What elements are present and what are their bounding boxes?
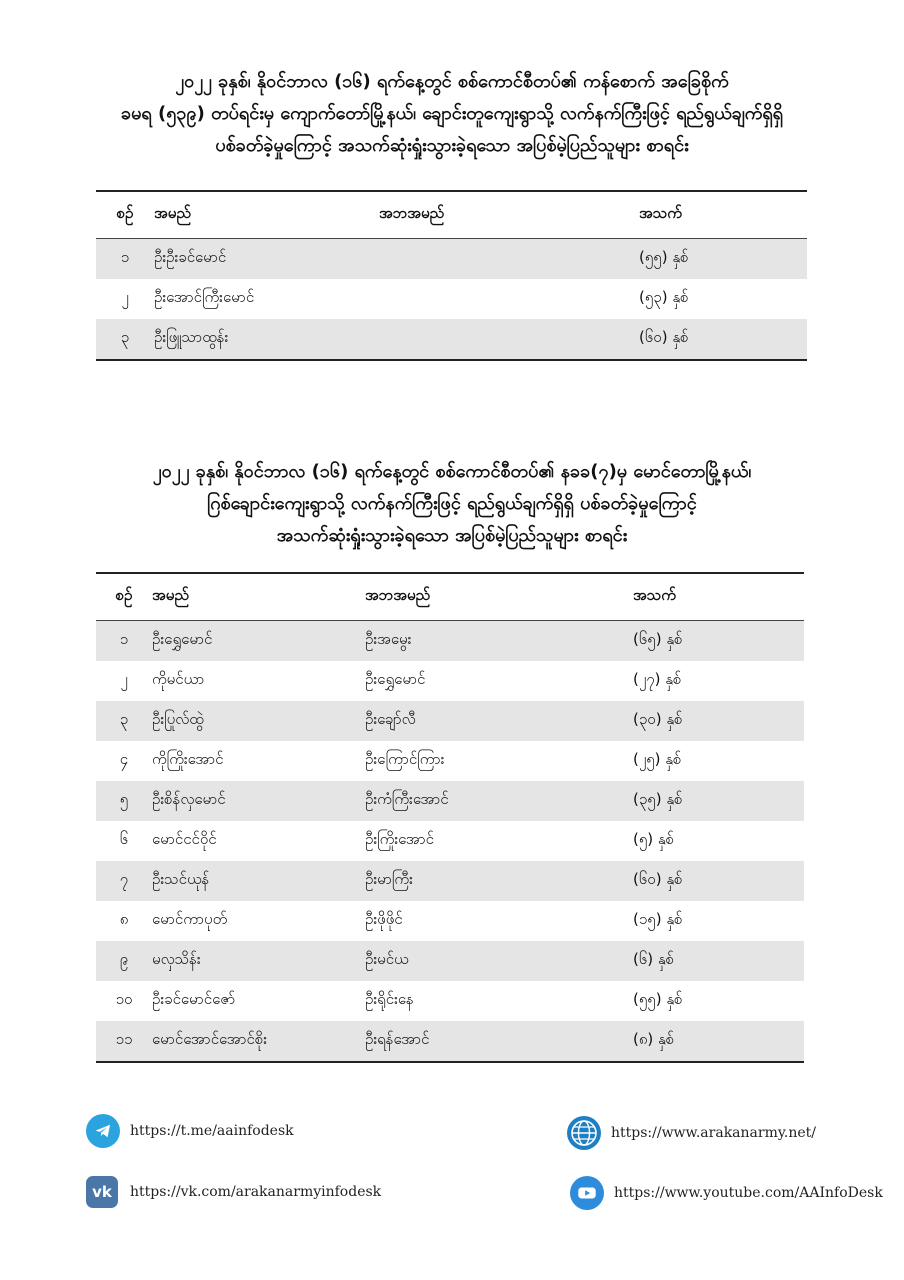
cell-father: ဦးရန်အောင်: [365, 1030, 430, 1048]
table-row: [96, 821, 804, 861]
globe-icon: [567, 1116, 601, 1150]
cell-name: မောင်အောင်အောင်စိုး: [152, 1030, 268, 1048]
header-father: အဘအမည်: [365, 586, 431, 604]
cell-father: [379, 279, 639, 319]
cell-no: ၁: [119, 630, 129, 648]
header-name: အမည်: [152, 586, 189, 604]
cell-no: ၂: [121, 288, 129, 306]
table-row: [96, 1021, 804, 1062]
cell-father: ဦးကြိုးအောင်: [365, 830, 434, 848]
cell-no: ၁၀: [115, 990, 133, 1008]
table-row: [96, 701, 804, 741]
cell-name: ဦးရွှေမောင်: [152, 630, 213, 648]
table-row: [96, 901, 804, 941]
casualty-table-2: [96, 572, 804, 1063]
youtube-url[interactable]: https://www.youtube.com/AAInfoDesk: [614, 1185, 883, 1201]
cell-no: ၉: [119, 950, 129, 968]
cell-age: (၅၅) နှစ်: [639, 248, 689, 266]
cell-name: ဦးပြုလ်ထွဲ: [152, 710, 204, 728]
cell-no: ၄: [119, 750, 129, 768]
header-age: အသက်: [639, 204, 682, 222]
cell-father: ဦးရိုင်းနေ: [365, 990, 414, 1008]
cell-name: ဦးအောင်ကြီးမောင်: [154, 288, 255, 306]
cell-name: ကိုကြိုးအောင်: [152, 750, 224, 768]
cell-no: ၃: [120, 328, 130, 346]
cell-age: (၁၅) နှစ်: [633, 910, 683, 928]
table-row: [96, 319, 807, 360]
cell-age: (၆၀) နှစ်: [639, 328, 689, 346]
cell-no: ၂: [120, 670, 128, 688]
cell-no: ၈: [119, 910, 129, 928]
telegram-url[interactable]: https://t.me/aainfodesk: [130, 1123, 294, 1139]
table-header-row: [96, 191, 807, 239]
table-row: [96, 941, 804, 981]
cell-no: ၃: [119, 710, 129, 728]
cell-age: (၃၅) နှစ်: [633, 790, 683, 808]
cell-no: ၁: [120, 248, 130, 266]
cell-age: (၂၅) နှစ်: [633, 750, 682, 768]
table-row: [96, 279, 807, 319]
cell-name: ဦးခင်မောင်ဇော်: [152, 990, 236, 1008]
cell-name: ဦးသင်ယုန်: [152, 870, 210, 888]
cell-name: မောင်ငင်ဝိုင်: [152, 830, 217, 848]
section1-title-line: ၂၀၂၂ ခုနှစ်၊ နိုဝင်ဘာလ (၁၆) ရက်နေ့တွင် စစ်ကောင်စီတပ်၏ ကန်စောက် အခြေစိုက်: [175, 71, 729, 92]
section1-title-line: ပစ်ခတ်ခဲ့မှုကြောင့် အသက်ဆုံးရှုံးသွားခဲ့ရသော အပြစ်မဲ့ပြည်သူများ စာရင်း: [215, 135, 689, 156]
vk-icon: vk: [86, 1176, 118, 1208]
header-father: အဘအမည်: [379, 204, 445, 222]
cell-name: ဦးဦးခင်မောင်: [154, 248, 227, 266]
cell-father: ဦးမင်ယ: [365, 950, 409, 968]
cell-father: ဦးကြောင်ကြား: [365, 750, 445, 768]
table-row: [96, 861, 804, 901]
cell-age: (၅၅) နှစ်: [633, 990, 683, 1008]
website-url[interactable]: https://www.arakanarmy.net/: [611, 1125, 816, 1141]
cell-father: ဦးချော်လီ: [365, 710, 416, 728]
table-header-row: [96, 573, 804, 621]
section2-title-line: အသက်ဆုံးရှုံးသွားခဲ့ရသော အပြစ်မဲ့ပြည်သူများ စာရင်း: [276, 525, 628, 546]
section2-title-line: ၂၀၂၂ ခုနှစ်၊ နိုဝင်ဘာလ (၁၆) ရက်နေ့တွင် စစ်ကောင်စီတပ်၏ နခခ(၇)မှ မောင်တောမြို့နယ်၊: [152, 461, 752, 482]
table-body: [96, 621, 804, 1063]
telegram-link[interactable]: [86, 1114, 294, 1148]
table-row: [96, 981, 804, 1021]
cell-no: ၅: [119, 790, 129, 808]
cell-father: ဦးအမွေး: [365, 630, 412, 648]
table-row: [96, 781, 804, 821]
section2-title: [60, 456, 844, 552]
cell-no: ၁၁: [115, 1030, 133, 1048]
cell-father: ဦးမာကြီး: [365, 870, 413, 888]
header-name: အမည်: [154, 204, 191, 222]
cell-name: ကိုမင်ယာ: [152, 670, 205, 688]
section1-title: [60, 66, 844, 162]
cell-name: ဦးဖြူသာထွန်း: [154, 328, 229, 346]
table-row: [96, 741, 804, 781]
section2-title-line: ဂြစ်ချောင်းကျေးရွာသို့ လက်နက်ကြီးဖြင့် ရည်ရွယ်ချက်ရှိရှိ ပစ်ခတ်ခဲ့မှုကြောင့်: [207, 493, 697, 514]
cell-name: မလှသိန်း: [152, 950, 201, 968]
cell-age: (၆၅) နှစ်: [633, 630, 683, 648]
cell-age: (၆၀) နှစ်: [633, 870, 683, 888]
cell-age: (၂၇) နှစ်: [633, 670, 682, 688]
cell-name: ဦးစိန်လှမောင်: [152, 790, 226, 808]
cell-name: မောင်ကာပုတ်: [152, 910, 228, 928]
table-row: [96, 661, 804, 701]
cell-age: (၈) နှစ်: [633, 1030, 675, 1048]
website-link[interactable]: [567, 1116, 816, 1150]
casualty-table-1: [96, 190, 807, 361]
cell-no: ၆: [119, 830, 129, 848]
youtube-icon: [570, 1176, 604, 1210]
cell-age: (၃၀) နှစ်: [633, 710, 683, 728]
header-no: စဉ်: [116, 204, 134, 222]
vk-link[interactable]: [86, 1176, 381, 1208]
cell-father: ဦးကံကြီးအောင်: [365, 790, 449, 808]
cell-father: ဦးဖိုဖိုင်: [365, 910, 403, 928]
cell-no: ၇: [119, 870, 129, 888]
cell-father: ဦးရွှေမောင်: [365, 670, 426, 688]
youtube-link[interactable]: [570, 1176, 883, 1210]
cell-age: (၅၃) နှစ်: [639, 288, 689, 306]
header-no: စဉ်: [115, 586, 133, 604]
cell-age: (၅) နှစ်: [633, 830, 675, 848]
cell-father: [379, 319, 639, 360]
telegram-icon: [86, 1114, 120, 1148]
vk-url[interactable]: https://vk.com/arakanarmyinfodesk: [130, 1184, 382, 1200]
table-row: [96, 239, 807, 280]
table-row: [96, 621, 804, 662]
cell-father: [379, 239, 639, 280]
header-age: အသက်: [633, 586, 676, 604]
section1-title-line: ခမရ (၅၃၉) တပ်ရင်းမှ ကျောက်တော်မြို့နယ်၊ ချောင်းတူကျေးရွာသို့ လက်နက်ကြီးဖြင့် ရည်ရွယ်ချက်ရှိရှိ: [121, 103, 783, 124]
cell-age: (၆) နှစ်: [633, 950, 675, 968]
